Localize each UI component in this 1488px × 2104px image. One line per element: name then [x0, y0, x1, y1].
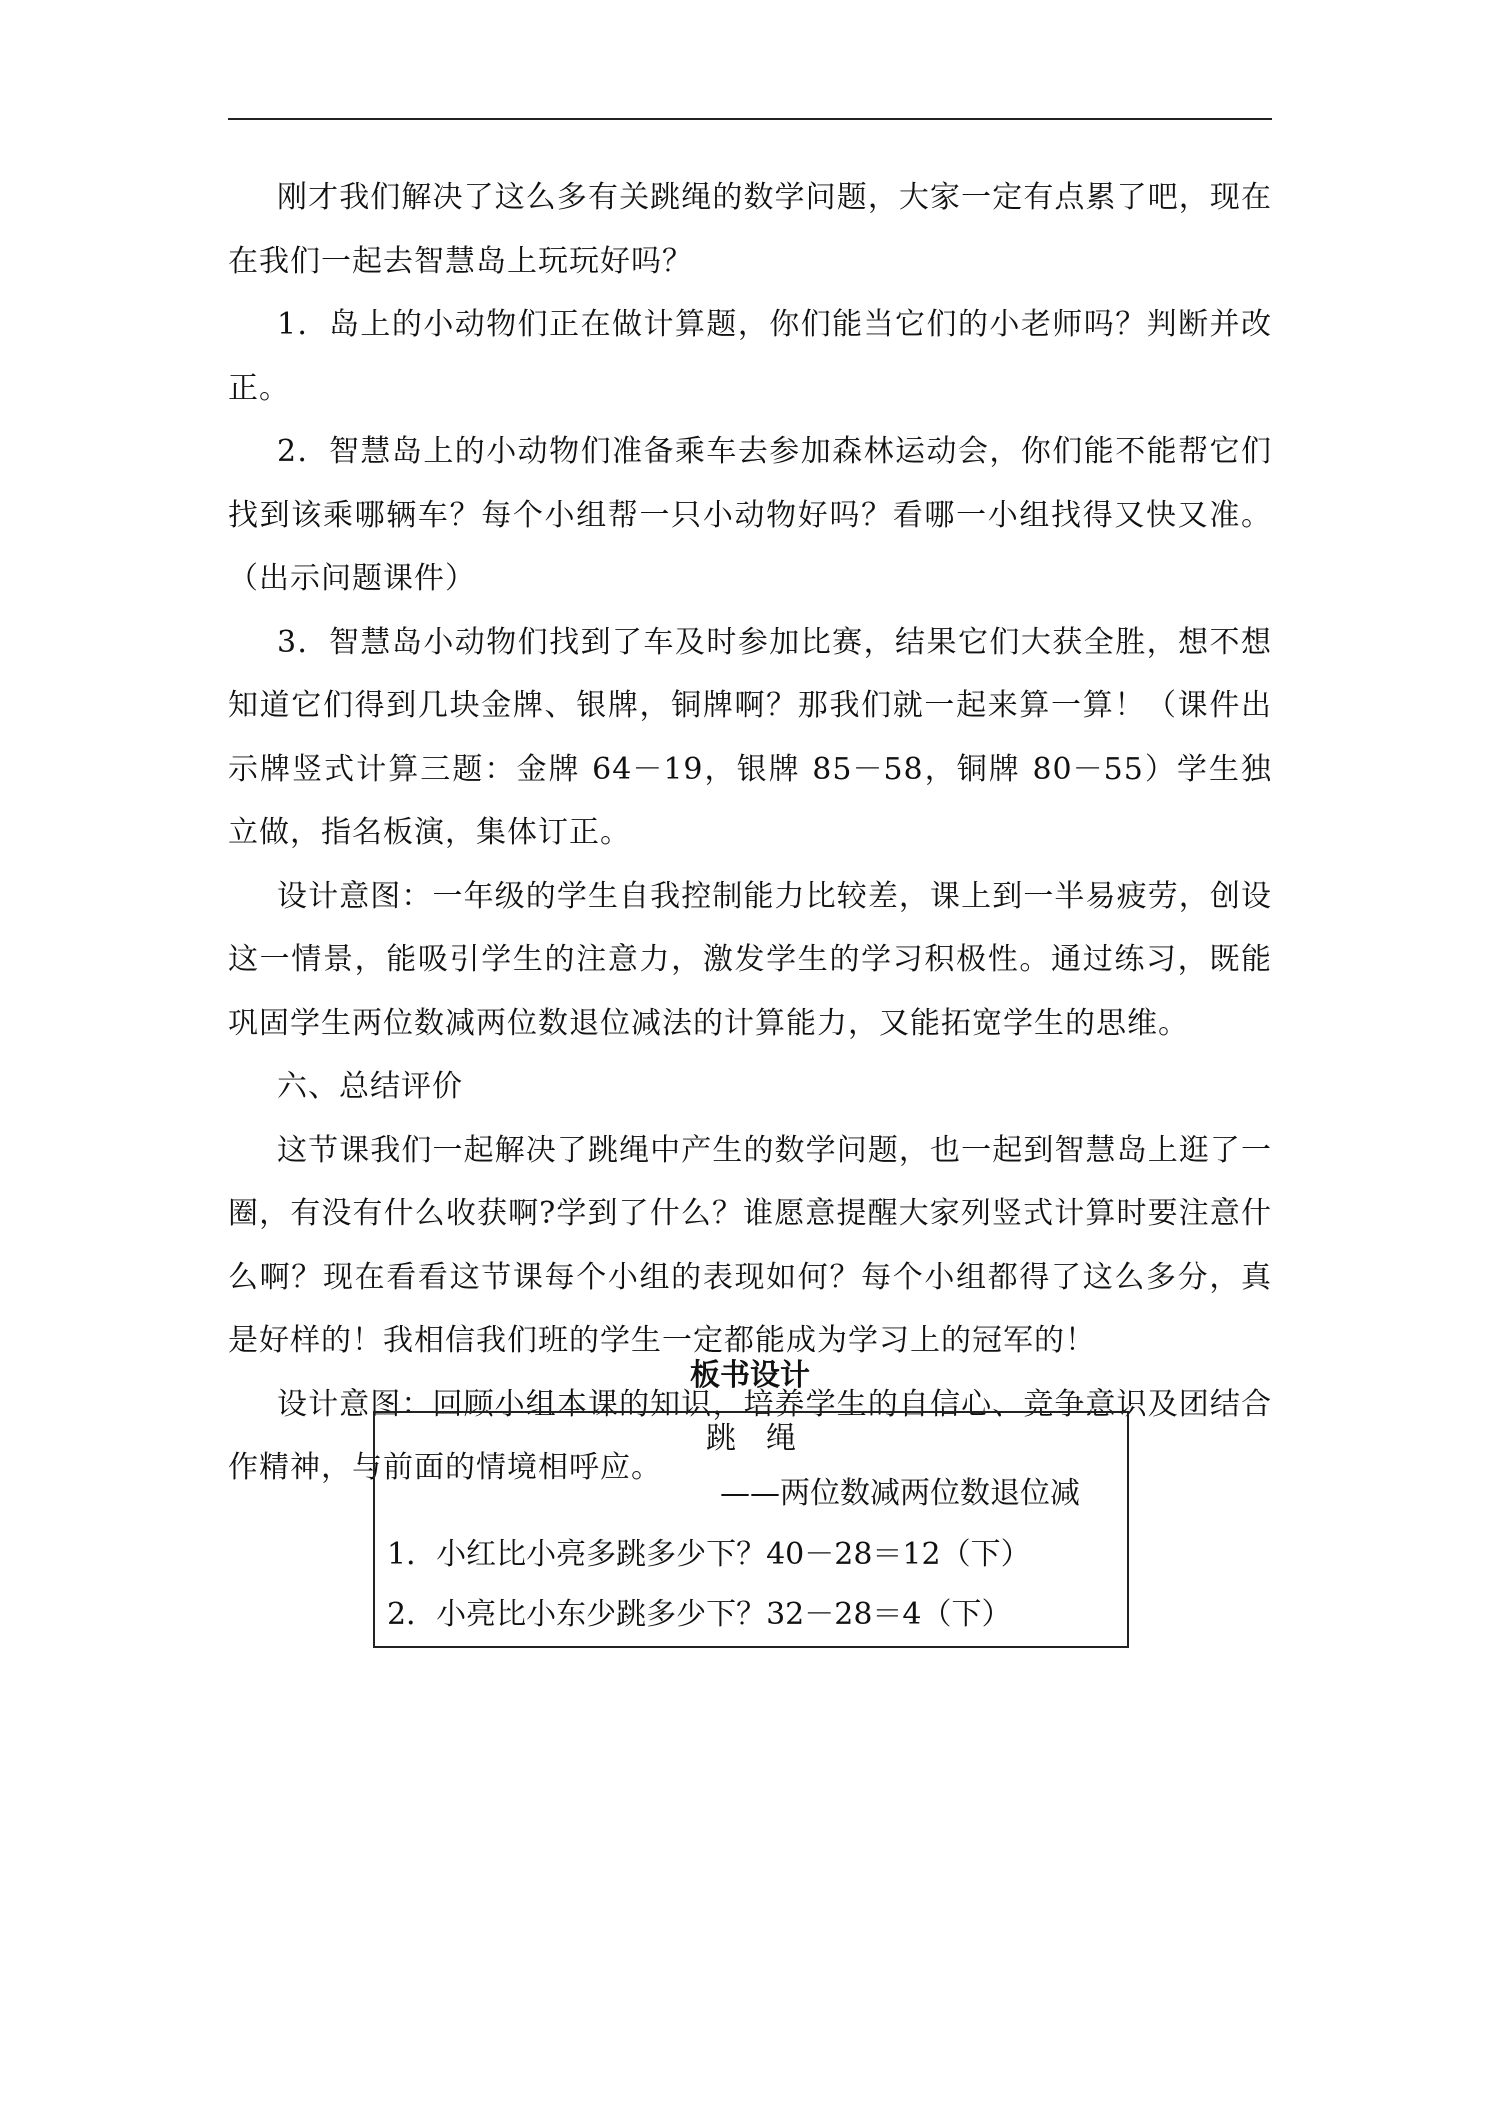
paragraph-item-2: 2．智慧岛上的小动物们准备乘车去参加森林运动会，你们能不能帮它们找到该乘哪辆车？每个小组帮一只小动物好吗？看哪一小组找得又快又准。（出示问题课件）	[228, 434, 1272, 596]
board-heading: 跳 绳	[706, 1421, 796, 1456]
board-design-title: 板书设计	[690, 1358, 810, 1393]
paragraph-design-intent-2: 设计意图：回顾小组本课的知识，培养学生的自信心、竞争意识及团结合作精神，与前面的情境相呼应。	[228, 1386, 1272, 1485]
board-subheading: ——两位数减两位数退位减	[720, 1476, 1080, 1511]
header-rule	[228, 118, 1272, 120]
board-design-box	[373, 1411, 1129, 1648]
paragraph-item-1: 1．岛上的小动物们正在做计算题，你们能当它们的小老师吗？判断并改正。	[228, 307, 1272, 406]
section-heading-summary: 六、总结评价	[277, 1069, 463, 1104]
board-line-1: 1．小红比小亮多跳多少下？40－28＝12（下）	[387, 1537, 1031, 1572]
document-body	[228, 166, 1272, 1500]
paragraph-intro: 刚才我们解决了这么多有关跳绳的数学问题，大家一定有点累了吧，现在在我们一起去智慧岛上玩玩好吗？	[228, 180, 1272, 279]
board-line-2: 2．小亮比小东少跳多少下？32－28＝4（下）	[387, 1597, 1012, 1632]
paragraph-summary: 这节课我们一起解决了跳绳中产生的数学问题，也一起到智慧岛上逛了一圈，有没有什么收获啊?学到了什么？谁愿意提醒大家列竖式计算时要注意什么啊？现在看看这节课每个小组的表现如何？每个小组都得了这么多分，真是好样的！我相信我们班的学生一定都能成为学习上的冠军的！	[228, 1132, 1272, 1358]
paragraph-item-3: 3．智慧岛小动物们找到了车及时参加比赛，结果它们大获全胜，想不想知道它们得到几块金牌、银牌，铜牌啊？那我们就一起来算一算！（课件出示牌竖式计算三题：金牌 64－19，银牌 85－58，铜牌 80－55）学生独立做，指名板演，集体订正。	[228, 624, 1272, 850]
paragraph-design-intent-1: 设计意图：一年级的学生自我控制能力比较差，课上到一半易疲劳，创设这一情景，能吸引学生的注意力，激发学生的学习积极性。通过练习，既能巩固学生两位数减两位数退位减法的计算能力，又能拓宽学生的思维。	[228, 878, 1272, 1041]
